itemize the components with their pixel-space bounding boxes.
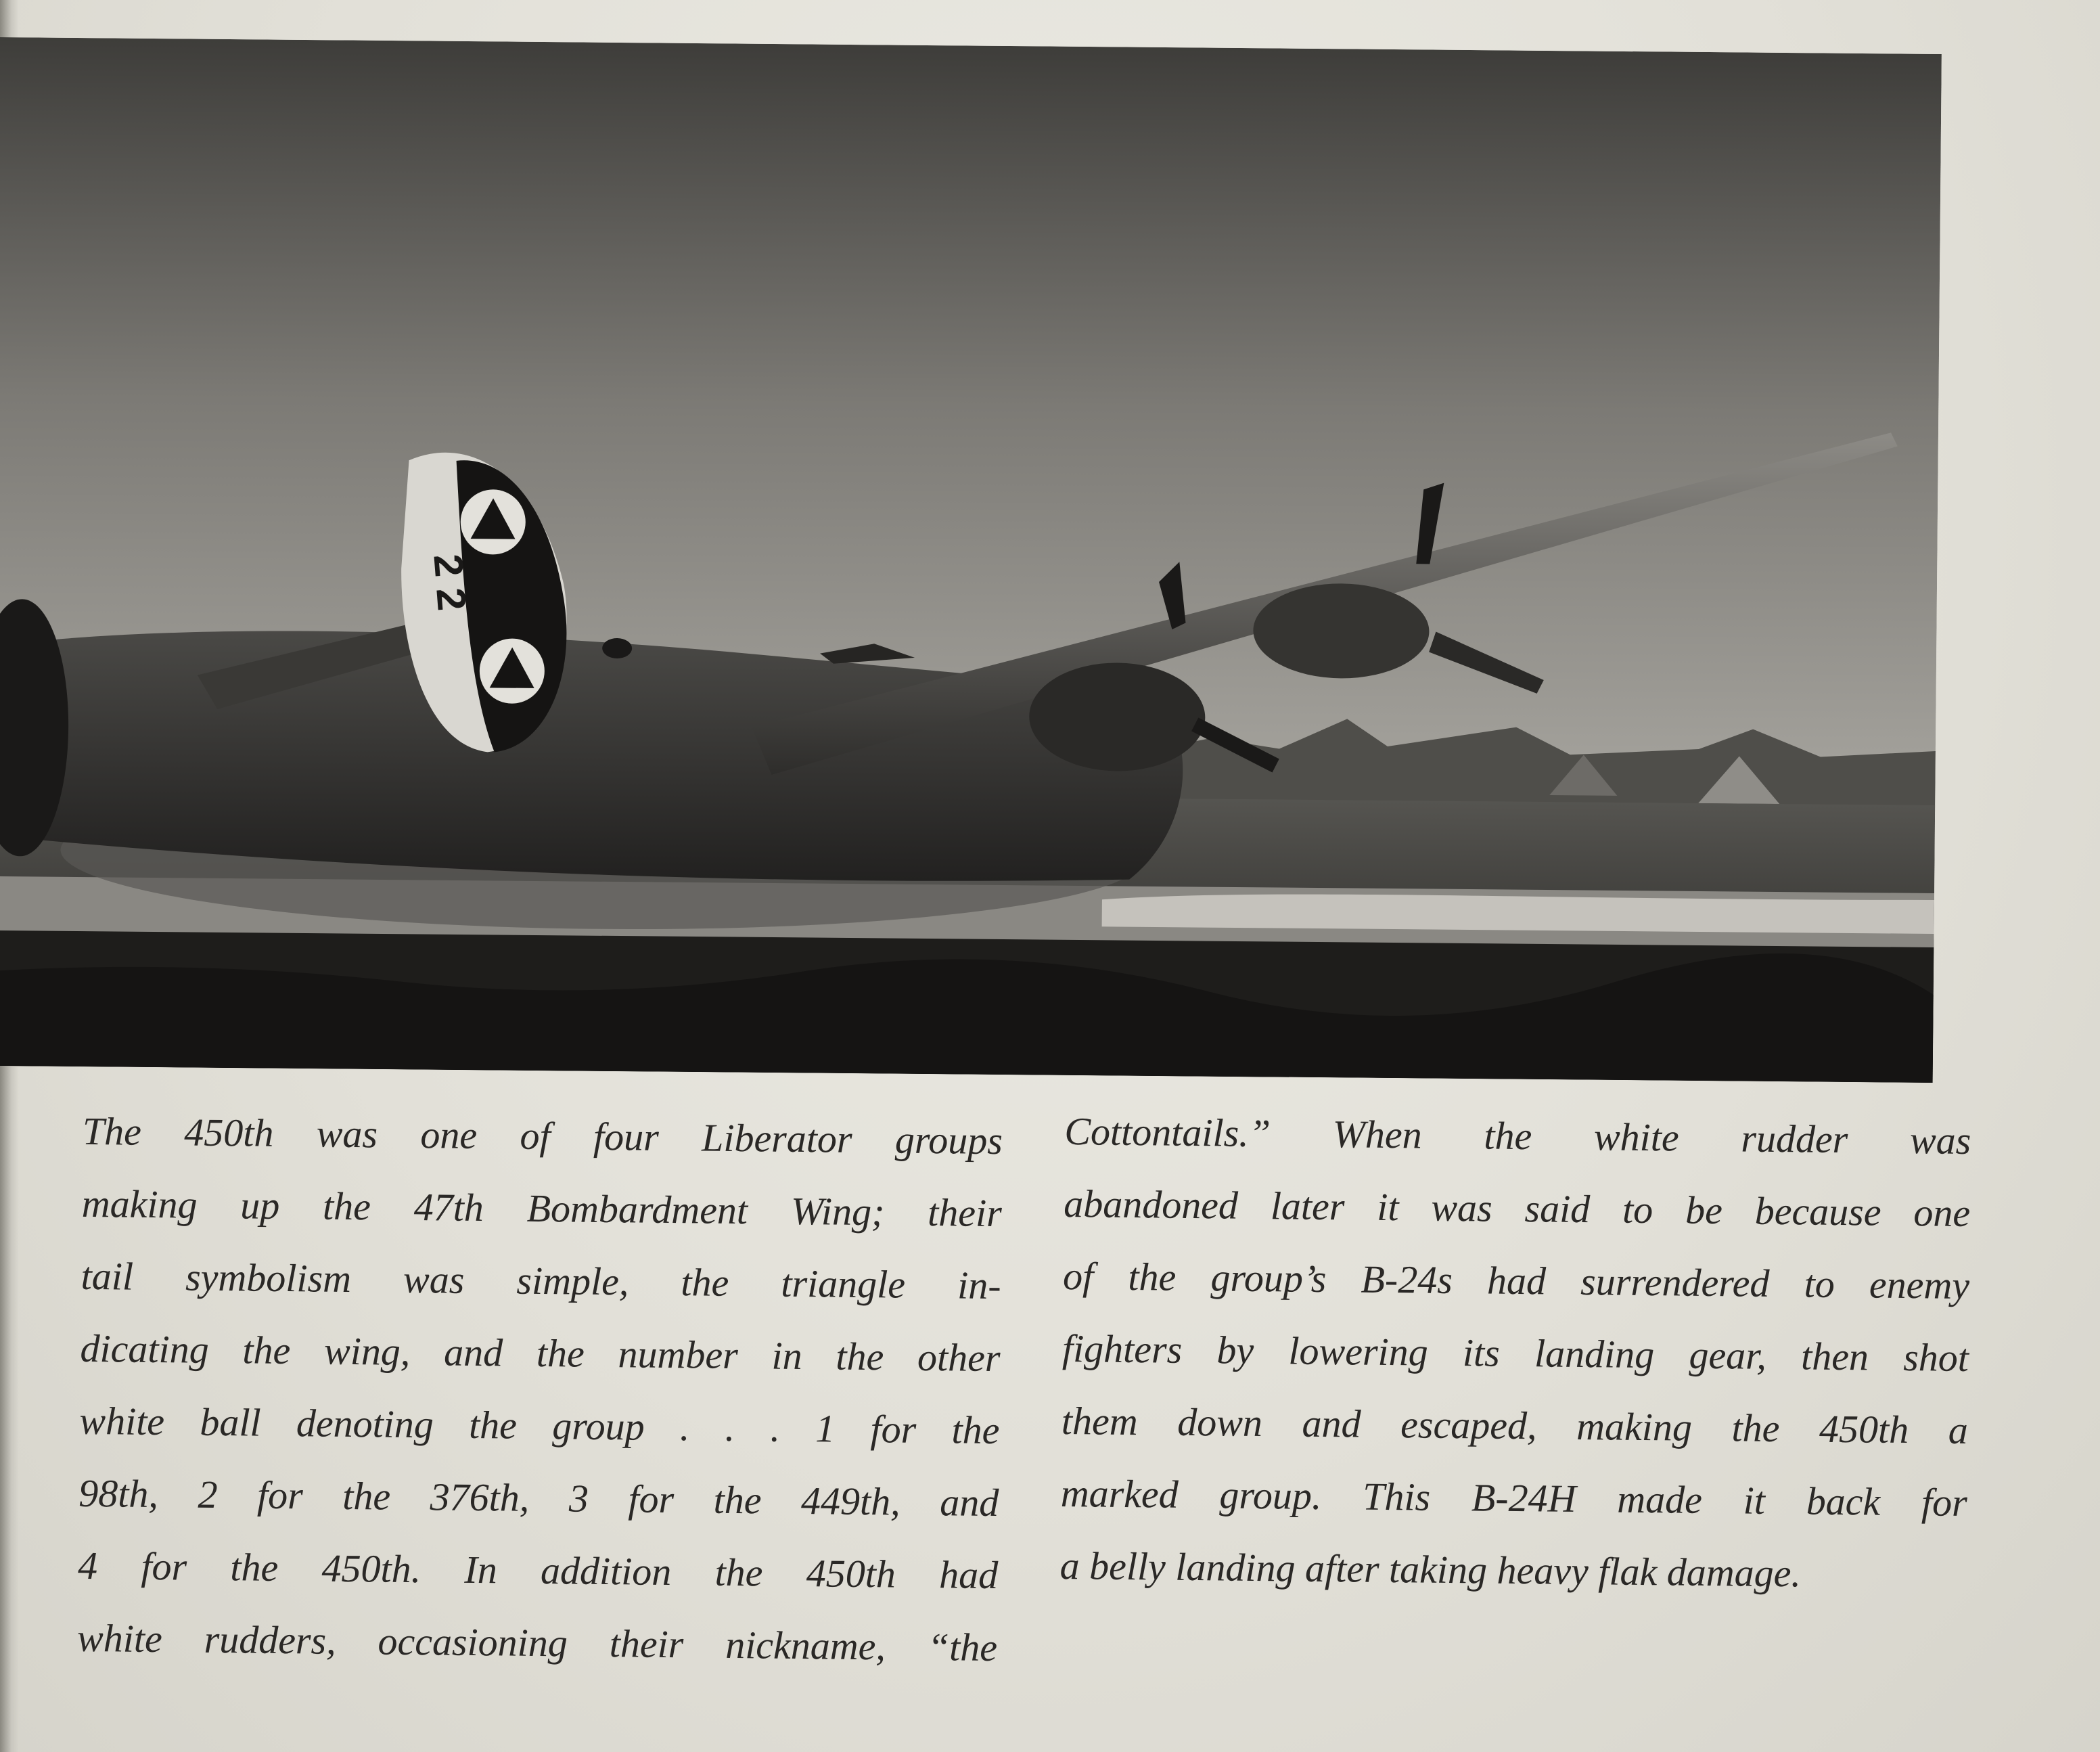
caption-line: of the group’s B-24s had surrendered to enemy [1062, 1253, 1970, 1308]
caption-line: The 450th was one of four Liberator groups [82, 1108, 1003, 1163]
caption-line: making up the 47th Bombardment Wing; their [81, 1181, 1003, 1236]
aircraft-photo [0, 37, 1942, 1083]
caption-line: marked group. This B-24H made it back for [1060, 1470, 1968, 1525]
caption-right-column [1059, 1095, 1971, 1611]
caption-line: 4 for the 450th. In addition the 450th had [77, 1543, 999, 1598]
caption-line: 98th, 2 for the 376th, 3 for the 449th, and [78, 1470, 999, 1525]
caption-line: abandoned later it was said to be because one [1063, 1181, 1971, 1236]
caption-line: tail symbolism was simple, the triangle in- [81, 1253, 1001, 1308]
caption-line: dicating the wing, and the number in the other [80, 1326, 1001, 1380]
caption-line: Cottontails.” When the white rudder was [1064, 1109, 1971, 1163]
caption-line: fighters by lowering its landing gear, then shot [1062, 1326, 1969, 1380]
caption-line: a belly landing after taking heavy flak damage. [1059, 1543, 1802, 1596]
caption-line: white rudders, occasioning their nickname, “the [76, 1615, 998, 1670]
caption-line: white ball denoting the group . . . 1 for the [79, 1398, 1000, 1453]
caption-left-column [77, 1095, 1003, 1684]
tail-number: 2 2 [425, 552, 475, 612]
caption-line: them down and escaped, making the 450th a [1061, 1398, 1969, 1453]
